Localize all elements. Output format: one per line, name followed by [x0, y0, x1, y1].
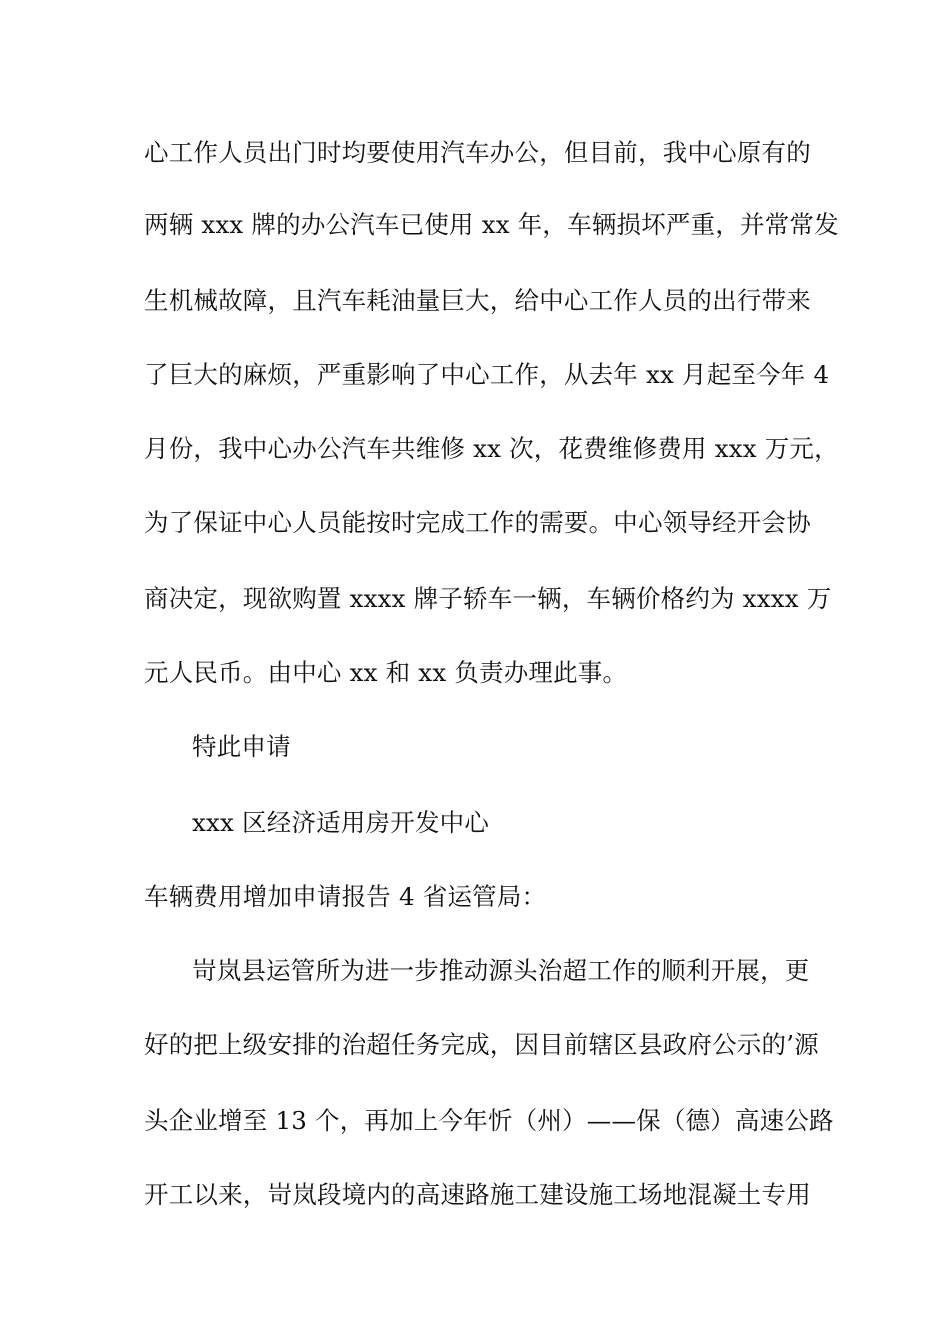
section-heading: 车辆费用增加申请报告 4 省运管局： [144, 882, 547, 911]
text-line: 两辆 xxx 牌的办公汽车已使用 xx 年，车辆损坏严重，并常常发 [144, 210, 839, 239]
text-line: 为了保证中心人员能按时完成工作的需要。中心领导经开会协 [144, 508, 811, 537]
closing-phrase: 特此申请 [192, 732, 291, 761]
text-line: 头企业增至 13 个，再加上今年忻（州）——保（德）高速公路 [144, 1106, 834, 1135]
text-line: 月份，我中心办公汽车共维修 xx 次，花费维修费用 xxx 万元， [144, 434, 839, 463]
text-line: 好的把上级安排的治超任务完成，因目前辖区县政府公示的’源 [144, 1030, 819, 1059]
text-line: 生机械故障，且汽车耗油量巨大，给中心工作人员的出行带来 [144, 286, 811, 315]
text-line: 岢岚县运管所为进一步推动源头治超工作的顺利开展，更 [192, 956, 810, 985]
text-line: 元人民币。由中心 xx 和 xx 负责办理此事。 [144, 658, 628, 687]
text-line: 心工作人员出门时均要使用汽车办公，但目前，我中心原有的 [144, 138, 811, 167]
text-line: 开工以来，岢岚段境内的高速路施工建设施工场地混凝土专用 [144, 1180, 811, 1209]
text-line: 了巨大的麻烦，严重影响了中心工作，从去年 xx 月起至今年 4 [144, 360, 830, 389]
text-line: 商决定，现欲购置 xxxx 牌子轿车一辆，车辆价格约为 xxxx 万 [144, 584, 832, 613]
signature-organization: xxx 区经济适用房开发中心 [192, 808, 490, 837]
